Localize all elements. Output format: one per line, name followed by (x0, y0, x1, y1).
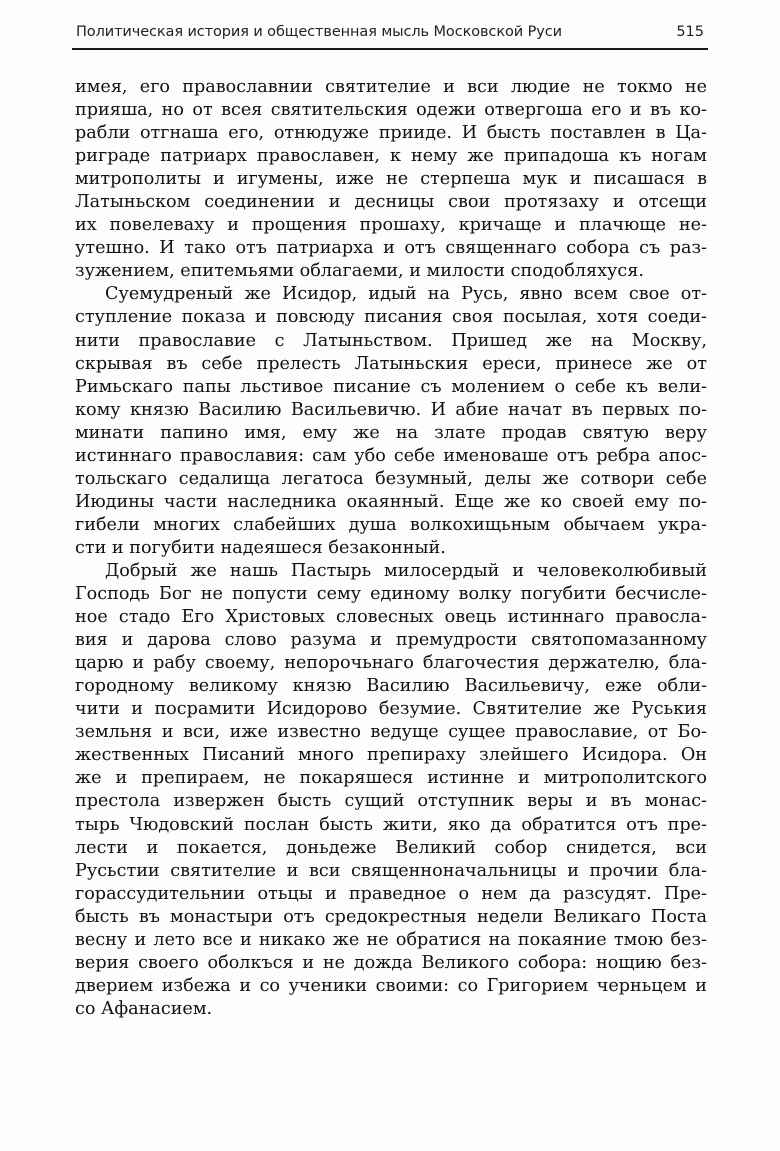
text-line: верия своего оболкъся и не дожда Великого собора: нощию без- (75, 952, 707, 973)
text-line: истиннаго православия: сам убо себе именоваше отъ ребра апос- (75, 445, 707, 466)
text-line: горассудительнии отьцы и праведное о нем да разсудят. Пре- (75, 883, 707, 904)
text-line: ное стадо Его Христовых словесных овець истиннаго правосла- (75, 607, 707, 628)
text-line: Июдины части наследника окаянный. Еще же ко своей ему по- (75, 491, 707, 512)
text-line: лести и покается, доньдеже Великий собор снидется, вси (75, 837, 707, 858)
text-line: жественных Писаний много препираху злейшего Исидора. Он (75, 745, 707, 766)
paragraph (75, 76, 707, 283)
text-line: зужением, епитемьями облагаеми, и милости сподобляхуся. (75, 261, 644, 282)
main-text (75, 76, 707, 1021)
text-line: тольскаго седалища легатоса безумный, делы же сотвори себе (75, 468, 707, 489)
text-line: скрывая въ себе прелесть Латыньския ереси, принесе же от (75, 353, 707, 374)
text-line: нити православие с Латыньством. Пришед же на Москву, (75, 330, 707, 351)
text-line: весну и лето все и никако же не обратися на покаяние тмою без- (75, 929, 707, 950)
text-line: со Афанасием. (75, 998, 213, 1019)
text-line: чити и посрамити Исидорово безумие. Святителие же Руськия (75, 699, 707, 720)
paragraph (75, 560, 707, 1021)
text-line: Русьстии святителие и вси священноначальницы и прочии бла- (75, 860, 707, 881)
text-line: Римьскаго папы льстивое писание съ молением о себе къ вели- (75, 376, 707, 397)
text-line: их повелеваху и прощения прошаху, кричаще и плачюще не- (75, 215, 707, 236)
text-line: городному великому князю Василию Васильевичу, еже обли- (75, 676, 707, 697)
text-line: царю и рабу своему, непорочьнаго благочестия держателю, бла- (75, 653, 707, 674)
page-number: 515 (676, 24, 704, 40)
running-header (72, 22, 708, 50)
text-line: минати папино имя, ему же на злате продав святую веру (75, 422, 707, 443)
text-line: земльня и вси, иже известно ведуще сущее православие, от Бо- (75, 722, 707, 743)
text-line: прияша, но от всея святительския одежи отвергоша его и въ ко- (75, 100, 707, 121)
text-line: тырь Чюдовский послан бысть жити, яко да обратится отъ пре- (75, 814, 707, 835)
text-line: риграде патриарх православен, к нему же припадоша къ ногам (75, 146, 707, 167)
text-line: утешно. И тако отъ патриарха и отъ священнаго собора съ раз- (75, 238, 707, 259)
text-line: бысть въ монастыри отъ средокрестныя недели Великаго Поста (75, 906, 707, 927)
text-line: Добрый же нашь Пастырь милосердый и человеколюбивый (105, 560, 707, 581)
text-line: Господь Бог не попусти сему единому волку погубити бесчисле- (75, 584, 707, 605)
text-line: престола извержен бысть сущий отступник веры и въ монас- (75, 791, 707, 812)
text-line: Латыньском соединении и десницы свои протязаху и отсещи (75, 192, 707, 213)
text-line: сти и погубити надеяшеся безаконный. (75, 537, 446, 558)
text-line: митрополиты и игумены, иже не стерпеша мук и писашася в (75, 169, 707, 190)
text-line: гибели многих слабейших душа волкохищьным обычаем укра- (75, 514, 707, 535)
paragraph (75, 283, 707, 560)
text-line: имея, его православнии святителие и вси людие не токмо не (75, 77, 707, 97)
text-line: ступление показа и повсюду писания своя посылая, хотя соеди- (75, 307, 707, 328)
text-line: дверием избежа и со ученики своими: со Григорием черньцем и (75, 975, 707, 996)
text-line: Суемудреный же Исидор, идый на Русь, явно всем свое от- (105, 284, 707, 305)
text-line: кому князю Василию Васильевичю. И абие начат въ первых по- (75, 399, 707, 420)
text-line: же и препираем, не покаряшеся истинне и митрополитского (75, 768, 707, 789)
text-line: вия и дарова слово разума и премудрости святопомазанному (75, 630, 707, 651)
running-header-title: Политическая история и общественная мысль Московской Руси (76, 24, 562, 40)
text-line: рабли отгнаша его, отнюдуже прииде. И бысть поставлен в Ца- (75, 123, 707, 144)
